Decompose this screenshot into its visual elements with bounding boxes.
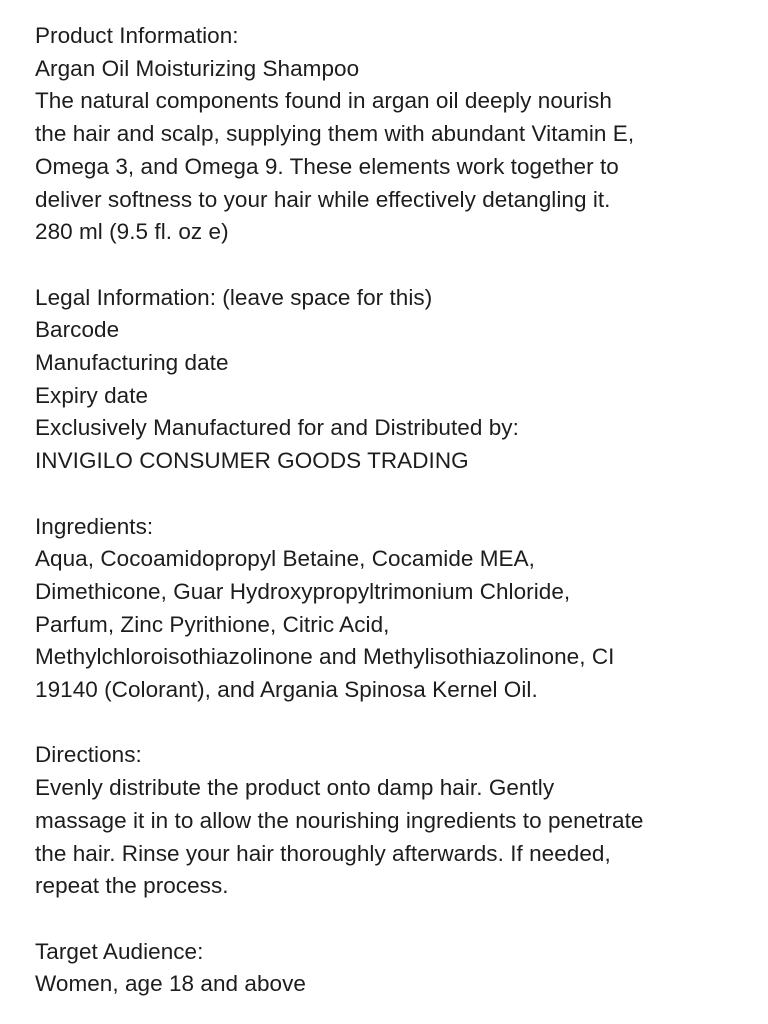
product-name: Argan Oil Moisturizing Shampoo xyxy=(35,55,360,81)
product-description-line: the hair and scalp, supplying them with abundant Vitamin E, xyxy=(35,121,635,147)
ingredients-line: Methylchloroisothiazolinone and Methylisothiazolinone, CI xyxy=(35,644,615,670)
ingredients-section xyxy=(35,511,755,707)
product-information-heading: Product Information: xyxy=(35,23,239,48)
manufacturing-date-label: Manufacturing date xyxy=(35,350,229,376)
product-volume: 280 ml (9.5 fl. oz e) xyxy=(35,219,229,245)
directions-line: Evenly distribute the product onto damp hair. Gently xyxy=(35,775,555,801)
expiry-date-label: Expiry date xyxy=(35,382,149,408)
target-audience-heading: Target Audience: xyxy=(35,938,204,964)
document-body xyxy=(35,20,755,1001)
directions-line: repeat the process. xyxy=(35,873,229,899)
ingredients-line: 19140 (Colorant), and Argania Spinosa Kernel Oil. xyxy=(35,677,538,703)
distributor-label: Exclusively Manufactured for and Distributed by: xyxy=(35,415,519,441)
legal-information-heading: Legal Information: (leave space for this) xyxy=(35,284,433,310)
product-description-line: Omega 3, and Omega 9. These elements work together to xyxy=(35,153,619,179)
directions-line: massage it in to allow the nourishing ingredients to penetrate xyxy=(35,807,644,833)
legal-information-section xyxy=(35,282,755,478)
directions-heading: Directions: xyxy=(35,742,142,768)
target-audience-value: Women, age 18 and above xyxy=(35,971,306,997)
ingredients-line: Aqua, Cocoamidopropyl Betaine, Cocamide MEA, xyxy=(35,546,535,572)
ingredients-line: Parfum, Zinc Pyrithione, Citric Acid, xyxy=(35,611,390,637)
distributor-name: INVIGILO CONSUMER GOODS TRADING xyxy=(35,448,469,474)
directions-section xyxy=(35,739,755,903)
directions-line: the hair. Rinse your hair thoroughly afterwards. If needed, xyxy=(35,840,611,866)
product-information-section xyxy=(35,20,755,249)
target-audience-section xyxy=(35,936,755,1001)
product-description-line: The natural components found in argan oil deeply nourish xyxy=(35,88,612,114)
product-description-line: deliver softness to your hair while effectively detangling it. xyxy=(35,186,611,212)
ingredients-line: Dimethicone, Guar Hydroxypropyltrimonium Chloride, xyxy=(35,578,571,604)
ingredients-heading: Ingredients: xyxy=(35,513,154,539)
barcode-label: Barcode xyxy=(35,317,120,343)
